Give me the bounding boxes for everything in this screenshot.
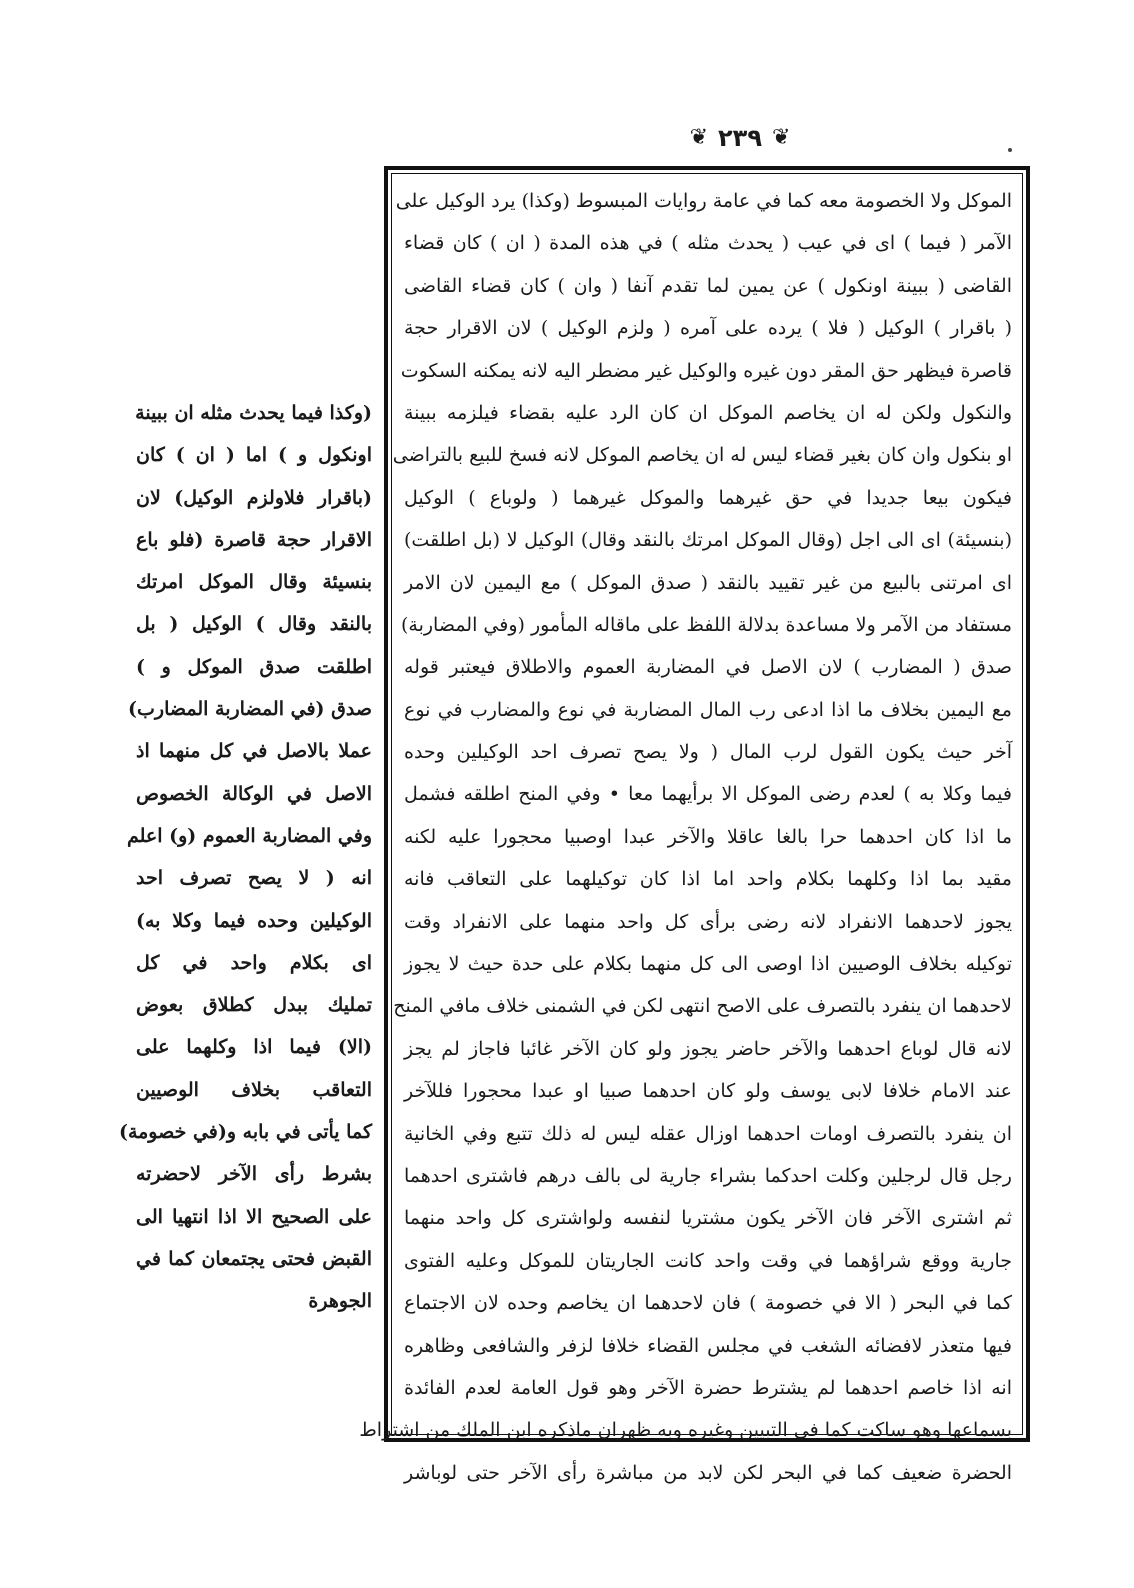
main-text-line: فيما وكلا به ) لعدم رضى الموكل الا برأيهما معا • وفي المنح اطلقه فشمل (404, 783, 1012, 806)
main-text-line: الحضرة ضعيف كما في البحر لكن لابد من مباشرة رأى الآخر حتى لوباشر (404, 1461, 1012, 1484)
main-text-line: يجوز لاحدهما الانفراد لانه رضى برأى كل واحد منهما على الانفراد وقت (404, 910, 1012, 933)
main-text-line: فيكون بيعا جديدا في حق غيرهما والموكل غيرهما ( ولوباع ) الوكيل (404, 486, 1012, 509)
main-text-line: اى امرتنى بالبيع من غير تقييد بالنقد ( صدق الموكل ) مع اليمين لان الامر (404, 571, 1012, 594)
ornament-left-icon: ❦ (689, 125, 709, 150)
main-text-line: لاحدهما ان ينفرد بالتصرف على الاصح انتهى لكن في الشمنى خلاف مافي المنح (393, 995, 1012, 1018)
main-text-line: مستفاد من الآمر ولا مساعدة بدلالة اللفظ على ماقاله المأمور (وفي المضاربة) (400, 613, 1012, 636)
margin-text-line: اى بكلام واحد في كل (136, 951, 372, 974)
margin-text-line: وفي المضاربة العموم (و) اعلم (126, 824, 372, 847)
main-text-line: الموكل ولا الخصومة معه كما في عامة روايات المبسوط (وكذا) يرد الوكيل على (395, 190, 1012, 212)
main-text-line: فيها متعذر لافضائه الشغب في مجلس القضاء خلافا لزفر والشافعى وظاهره (404, 1334, 1012, 1357)
page-header (640, 118, 840, 158)
main-text-line: صدق ( المضارب ) لان الاصل في المضاربة العموم والاطلاق فيعتبر قوله (404, 656, 1012, 679)
margin-text-line: انه ( لا يصح تصرف احد (136, 867, 372, 890)
main-text-line: (بنسيئة) اى الى اجل (وقال الموكل امرتك بالنقد وقال) الوكيل لا (بل اطلقت) (404, 529, 1012, 552)
edge-dot (1008, 148, 1012, 152)
ornament-right-icon: ❦ (771, 125, 791, 150)
main-text-frame (359, 166, 1030, 1484)
margin-text-line: على الصحيح الا اذا انتهيا الى (136, 1205, 372, 1228)
margin-text-line: الجوهرة (308, 1290, 372, 1313)
main-text-line: انه اذا خاصم احدهما لم يشترط حضرة الآخر وهو قول العامة لعدم الفائدة (404, 1376, 1012, 1399)
main-text-line: ( باقرار ) الوكيل ( فلا ) يرده على آمره ( ولزم الوكيل ) لان الاقرار حجة (404, 317, 1012, 340)
main-text-block (359, 173, 1023, 1484)
main-text-line: كما في البحر ( الا في خصومة ) فان لاحدهما ان يخاصم وحده لان الاجتماع (404, 1292, 1012, 1315)
margin-text-line: بشرط رأى الآخر لاحضرته (136, 1163, 372, 1186)
margin-text-line: كما يأتى في بابه و(في خصومة) (118, 1121, 372, 1144)
main-text-line: قاصرة فيظهر حق المقر دون غيره والوكيل غير مضطر اليه لانه يمكنه السكوت (400, 359, 1012, 382)
margin-text-line: القبض فحتى يجتمعان كما في (136, 1247, 372, 1270)
main-text-line: جارية ووقع شراؤهما في وقت واحد كانت الجاريتان للموكل وعليه الفتوى (404, 1249, 1012, 1272)
main-text-line: مع اليمين بخلاف ما اذا ادعى رب المال المضاربة في نوع والمضارب في نوع (404, 698, 1012, 721)
margin-text-line: الاقرار حجة قاصرة (فلو باع (136, 528, 372, 551)
margin-text-line: بنسيئة وقال الموكل امرتك (136, 571, 372, 594)
main-text-line: عند الامام خلافا لابى يوسف ولو كان احدهما صبيا او عبدا محجورا فللآخر (404, 1080, 1012, 1103)
margin-text-line: الاصل في الوكالة الخصوص (136, 782, 372, 805)
margin-text-line: التعاقب بخلاف الوصيين (136, 1078, 372, 1101)
margin-text-line: (وكذا فيما يحدث مثله ان ببينة (135, 402, 372, 424)
margin-text-line: عملا بالاصل في كل منهما اذ (136, 740, 372, 763)
main-text-line: لانه قال لوباع احدهما والآخر حاضر يجوز ولو كان الآخر غائبا فاجاز لم يجز (404, 1037, 1012, 1060)
main-text-line: القاضى ( ببينة اونكول ) عن يمين لما تقدم آنفا ( وان ) كان قضاء القاضى (404, 274, 1012, 297)
main-text-line: آخر حيث يكون القول لرب المال ( ولا يصح تصرف احد الوكيلين وحده (404, 741, 1012, 764)
page-number: ٢٣٩ (718, 124, 762, 152)
margin-commentary (118, 392, 372, 1323)
margin-text-line: صدق (في المضاربة المضارب) (128, 698, 372, 721)
margin-text-line: (باقرار فلاولزم الوكيل) لان (136, 486, 372, 509)
margin-text-line: اطلقت صدق الموكل و ) (136, 655, 372, 678)
main-text-line: توكيله بخلاف الوصيين اذا اوصى الى كل منهما بكلام على حدة حيث لا يجوز (404, 953, 1012, 976)
main-text-line: الآمر ( فيما ) اى في عيب ( يحدث مثله ) في هذه المدة ( ان ) كان قضاء (404, 232, 1012, 255)
margin-text-line: الوكيلين وحده فيما وكلا به) (136, 909, 372, 932)
margin-text-line: تمليك ببدل كطلاق بعوض (136, 994, 372, 1017)
main-text-line: ثم اشترى الآخر فان الآخر يكون مشتريا لنفسه ولواشترى كل واحد منهما (404, 1207, 1012, 1230)
main-text-line: ما اذا كان احدهما حرا بالغا عاقلا والآخر عبدا اوصبيا محجورا عليه لكنه (404, 825, 1012, 848)
margin-text-line: اونكول و ) اما ( ان ) كان (136, 444, 372, 467)
margin-text-line: بالنقد وقال ) الوكيل ( بل (136, 613, 372, 636)
main-text-line: رجل قال لرجلين وكلت احدكما بشراء جارية لى بالف درهم فاشترى احدهما (404, 1164, 1012, 1187)
margin-text-line: (الا) فيما اذا وكلهما على (136, 1036, 372, 1059)
main-text-line: ان ينفرد بالتصرف اومات احدهما اوزال عقله ليس له ذلك تتبع وفي الخانية (404, 1122, 1012, 1145)
main-text-line: بسماعها وهو ساكت كما في التبيين وغيره وبه ظهران ماذكره ابن الملك من اشتراط (359, 1419, 1012, 1442)
main-text-line: والنكول ولكن له ان يخاصم الموكل ان كان الرد عليه بقضاء فيلزمه ببينة (404, 401, 1012, 424)
main-text-line: مقيد بما اذا وكلهما بكلام واحد اما اذا كان توكيلهما على التعاقب فانه (404, 868, 1012, 891)
main-text-line: او بنكول وان كان بغير قضاء ليس له ان يخاصم الموكل لانه فسخ للبيع بالتراضى (392, 444, 1012, 467)
